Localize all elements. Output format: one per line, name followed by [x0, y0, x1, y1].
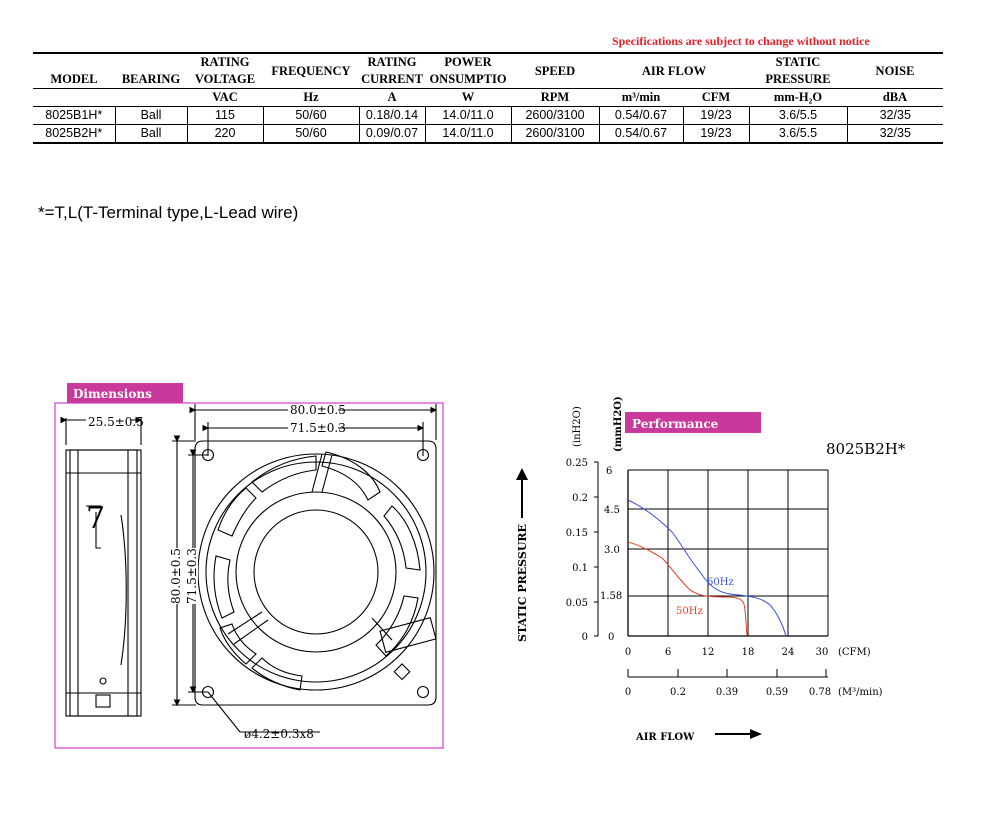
table-cell: 2600/3100 — [511, 107, 599, 125]
series-60hz-label: 60Hz — [707, 577, 734, 588]
table-cell: 32/35 — [847, 107, 943, 125]
table-cell: 50/60 — [263, 125, 359, 144]
table-cell: 3.6/5.5 — [749, 107, 847, 125]
series-60hz-line — [628, 500, 786, 636]
header-rating-current-2: CURRENT — [361, 72, 423, 86]
header-model: MODEL — [50, 72, 98, 86]
side-mark: 7 — [86, 501, 106, 536]
table-cell: 19/23 — [683, 125, 749, 144]
y-unit-inh2o: (inH2O) — [572, 406, 583, 447]
unit-cell: W — [425, 89, 511, 107]
x-axis-title: AIR FLOW — [636, 732, 695, 743]
y-tick-inh2o: 0.2 — [572, 493, 588, 504]
unit-cell: m³/min — [599, 89, 683, 107]
cell-model: 8025B2H* — [33, 125, 115, 144]
dimensions-panel — [55, 383, 443, 748]
header-speed: SPEED — [511, 53, 599, 89]
x-tick-m3: 0.2 — [670, 687, 686, 698]
x-tick-cfm: 0 — [624, 647, 632, 658]
cell-model: 8025B1H* — [33, 107, 115, 125]
table-cell: 32/35 — [847, 125, 943, 144]
table-cell: 14.0/11.0 — [425, 125, 511, 144]
dimensions-label: Dimensions — [73, 387, 152, 401]
dim-hole-height: 71.5±0.3 — [185, 548, 199, 604]
dim-hole-spec: ø4.2±0.3x8 — [244, 727, 314, 741]
unit-cell: dBA — [847, 89, 943, 107]
x-unit-cfm: (CFM) — [838, 647, 871, 658]
x-tick-m3: 0 — [624, 687, 632, 698]
table-cell: 0.09/0.07 — [359, 125, 425, 144]
performance-panel — [516, 396, 906, 743]
header-rating-voltage-2: VOLTAGE — [194, 72, 256, 86]
dim-outer-width: 80.0±0.5 — [290, 403, 346, 417]
y-tick-mmh2o: 1.58 — [600, 591, 623, 602]
footnote: *=T,L(T-Terminal type,L-Lead wire) — [38, 203, 299, 222]
header-power-1: POWER — [425, 53, 511, 71]
inh2o-axis — [594, 462, 598, 636]
header-rating-voltage-1: RATING — [187, 53, 263, 71]
cell-bearing: Ball — [115, 125, 187, 144]
table-cell: 2600/3100 — [511, 125, 599, 144]
table-cell: 220 — [187, 125, 263, 144]
y-tick-mmh2o: 6 — [606, 466, 613, 477]
table-cell: 0.18/0.14 — [359, 107, 425, 125]
x-tick-m3: 0.39 — [715, 687, 739, 698]
table-cell: 50/60 — [263, 107, 359, 125]
table-cell: 0.54/0.67 — [599, 107, 683, 125]
unit-cell: CFM — [683, 89, 749, 107]
chart-grid — [628, 470, 828, 636]
fan-side-view — [66, 418, 141, 716]
x-tick-cfm: 12 — [701, 647, 715, 658]
performance-label: Performance — [632, 417, 719, 431]
unit-cell: RPM — [511, 89, 599, 107]
series-50hz-label: 50Hz — [676, 606, 703, 617]
y-tick-inh2o: 0.25 — [565, 458, 588, 469]
cell-bearing: Ball — [115, 107, 187, 125]
unit-cell: Hz — [263, 89, 359, 107]
y-tick-inh2o: 0 — [581, 632, 588, 643]
table-cell: 115 — [187, 107, 263, 125]
x-tick-m3: 0.59 — [765, 687, 789, 698]
x-tick-cfm: 18 — [741, 647, 755, 658]
m3-axis — [628, 669, 828, 677]
spec-notice: Specifications are subject to change without notice — [612, 34, 870, 48]
unit-cell: VAC — [187, 89, 263, 107]
y-tick-mmh2o: 3.0 — [604, 545, 620, 556]
y-tick-mmh2o: 4.5 — [604, 505, 620, 516]
header-air-flow: AIR FLOW — [599, 53, 749, 89]
header-rating-current-1: RATING — [359, 53, 425, 71]
table-cell: 14.0/11.0 — [425, 107, 511, 125]
header-power-2: ONSUMPTIO — [429, 72, 507, 86]
y-tick-inh2o: 0.05 — [565, 598, 588, 609]
x-tick-m3: 0.78 — [808, 687, 832, 698]
table-cell: 3.6/5.5 — [749, 125, 847, 144]
y-tick-inh2o: 0.15 — [565, 528, 588, 539]
performance-model: 8025B2H* — [826, 440, 906, 458]
y-unit-mmh2o: (mmH2O) — [613, 396, 624, 452]
table-cell: 19/23 — [683, 107, 749, 125]
unit-cell: mm-H₂O — [749, 89, 847, 107]
header-noise: NOISE — [847, 53, 943, 89]
x-tick-cfm: 6 — [664, 647, 672, 658]
dim-depth: 25.5±0.5 — [88, 415, 144, 429]
x-unit-m3: (M³/min) — [838, 687, 883, 698]
header-frequency: FREQUENCY — [263, 53, 359, 89]
series-50hz-line — [628, 542, 747, 636]
dim-hole-width: 71.5±0.3 — [290, 421, 346, 435]
x-tick-cfm: 24 — [781, 647, 795, 658]
unit-cell: A — [359, 89, 425, 107]
header-static-pressure-2: PRESSURE — [765, 72, 831, 86]
x-tick-cfm: 30 — [815, 647, 829, 658]
y-axis-title: STATIC PRESSURE — [516, 524, 529, 642]
fan-front-view — [172, 404, 436, 732]
y-tick-inh2o: 0.1 — [572, 563, 588, 574]
header-bearing: BEARING — [121, 72, 181, 86]
table-cell: 0.54/0.67 — [599, 125, 683, 144]
dim-outer-height: 80.0±0.5 — [169, 548, 183, 604]
y-tick-mmh2o: 0 — [608, 632, 615, 643]
header-static-pressure-1: STATIC — [749, 53, 847, 71]
dimensions-frame — [55, 403, 443, 748]
